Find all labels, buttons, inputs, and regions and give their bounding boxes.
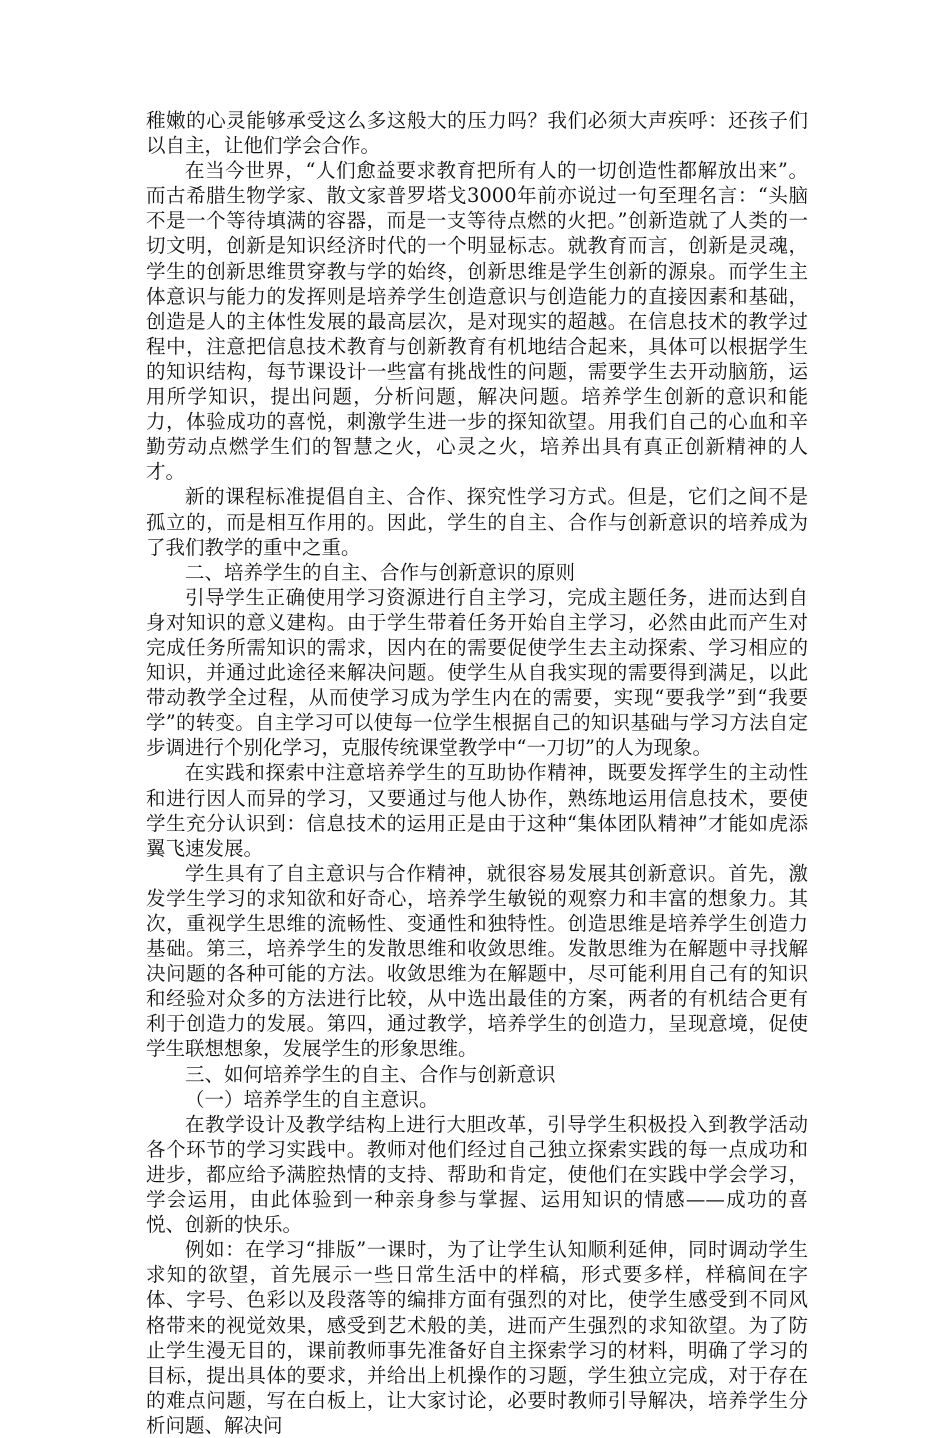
paragraph-creativity: 学生具有了自主意识与合作精神，就很容易发展其创新意识。首先，激发学生学习的求知欲和好奇心，培养学生敏锐的观察力和丰富的想象力。其次，重视学生思维的流畅性、变通性和独特性。创造思维是培养学生创造力基础。第三，培养学生的发散思维和收敛思维。发散思维为在解题中寻找解决问题的各种可能的方法。收敛思维为在解题中，尽可能利用自己有的知识和经验对众多的方法进行比较，从中选出最佳的方案，两者的有机结合更有利于创造力的发展。第四，通过教学，培养学生的创造力，呈现意境，促使学生联想想象，发展学生的形象思维。 [146, 861, 808, 1061]
paragraph-self-learning: 引导学生正确使用学习资源进行自主学习，完成主题任务，进而达到自身对知识的意义建构。由于学生带着任务开始自主学习，必然由此而产生对完成任务所需知识的需求，因内在的需要促使学生去主动探索、学习相应的知识，并通过此途径来解决问题。使学生从自我实现的需要得到满足，以此带动教学全过程，从而使学习成为学生内在的需要，实现“要我学”到“我要学”的转变。自主学习可以使每一位学生根据自己的知识基础与学习方法自定步调进行个别化学习，克服传统课堂教学中“一刀切”的人为现象。 [146, 585, 808, 760]
document-body [146, 108, 808, 1438]
subsection-heading-autonomy: （一）培养学生的自主意识。 [185, 1087, 439, 1111]
paragraph-example-typesetting: 例如：在学习“排版”一课时，为了让学生认知顺利延伸，同时调动学生求知的欲望，首先展示一些日常生活中的样稿，形式要多样，样稿间在字体、字号、色彩以及段落等的编排方面有强烈的对比，使学生感受到不同风格带来的视觉效果，感受到艺术般的美，进而产生强烈的求知欲望。为了防止学生漫无目的，课前教师事先准备好自主探索学习的材料，明确了学习的目标，提出具体的要求，并给出上机操作的习题，学生独立完成，对于存在的难点问题，写在白板上，让大家讨论，必要时教师引导解决，培养学生分析问题、解决问 [146, 1238, 808, 1437]
paragraph-continuation: 稚嫩的心灵能够承受这么多这般大的压力吗？我们必须大声疾呼：还孩子们以自主，让他们学会合作。 [146, 109, 808, 158]
paragraph-curriculum-standard: 新的课程标准提倡自主、合作、探究性学习方式。但是，它们之间不是孤立的，而是相互作用的。因此，学生的自主、合作与创新意识的培养成为了我们教学的重中之重。 [146, 485, 808, 559]
paragraph-teaching-reform: 在教学设计及教学结构上进行大胆改革，引导学生积极投入到教学活动各个环节的学习实践中。教师对他们经过自己独立探索实践的每一点成功和进步，都应给予满腔热情的支持、帮助和肯定，使他们在实践中学会学习，学会运用，由此体验到一种亲身参与掌握、运用知识的情感——成功的喜悦、创新的快乐。 [146, 1112, 808, 1237]
paragraph-innovation: 在当今世界，“人们愈益要求教育把所有人的一切创造性都解放出来”。而古希腊生物学家、散文家普罗塔戈3000年前亦说过一句至理名言：“头脑不是一个等待填满的容器，而是一支等待点燃的火把。”创新造就了人类的一切文明，创新是知识经济时代的一个明显标志。就教育而言，创新是灵魂，学生的创新思维贯穿教与学的始终，创新思维是学生创新的源泉。而学生主体意识与能力的发挥则是培养学生创造意识与创造能力的直接因素和基础，创造是人的主体性发展的最高层次，是对现实的超越。在信息技术的教学过程中，注意把信息技术教育与创新教育有机地结合起来，具体可以根据学生的知识结构，每节课设计一些富有挑战性的问题，需要学生去开动脑筋，运用所学知识，提出问题，分析问题，解决问题。培养学生创新的意识和能力，体验成功的喜悦，刺激学生进一步的探知欲望。用我们自己的心血和辛勤劳动点燃学生们的智慧之火，心灵之火，培养出具有真正创新精神的人才。 [146, 159, 808, 484]
paragraph-cooperation: 在实践和探索中注意培养学生的互助协作精神，既要发挥学生的主动性和进行因人而异的学习，又要通过与他人协作，熟练地运用信息技术，要使学生充分认识到：信息技术的运用正是由于这种“集体团队精神”才能如虎添翼飞速发展。 [146, 761, 808, 860]
section-heading-methods: 三、如何培养学生的自主、合作与创新意识 [185, 1062, 556, 1086]
section-heading-principles: 二、培养学生的自主、合作与创新意识的原则 [185, 560, 576, 584]
